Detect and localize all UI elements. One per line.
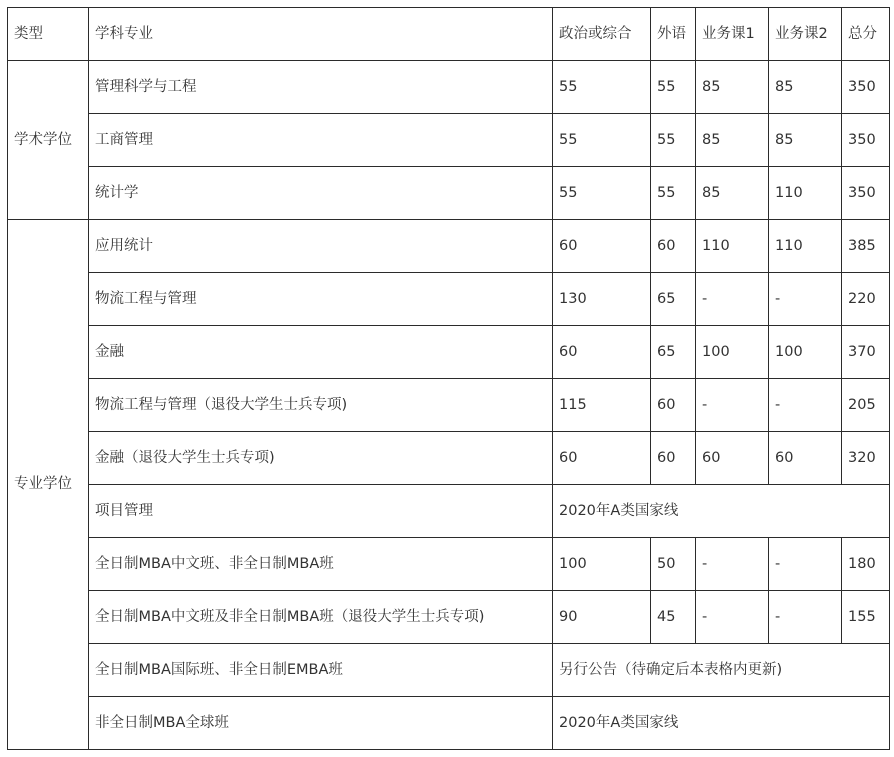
table-row	[8, 273, 890, 326]
cell-course2: 85	[769, 114, 842, 167]
cell-total: 220	[842, 273, 890, 326]
cell-foreign: 60	[651, 220, 696, 273]
cell-total: 370	[842, 326, 890, 379]
cell-course2: -	[769, 273, 842, 326]
cell-course2: 100	[769, 326, 842, 379]
cell-course2: -	[769, 538, 842, 591]
cell-foreign: 60	[651, 379, 696, 432]
table-row	[8, 220, 890, 273]
header-course1: 业务课1	[696, 8, 769, 61]
cell-course2: 110	[769, 220, 842, 273]
cell-total: 350	[842, 61, 890, 114]
table-row	[8, 485, 890, 538]
table-row	[8, 432, 890, 485]
header-foreign: 外语	[651, 8, 696, 61]
header-major: 学科专业	[89, 8, 553, 61]
cell-major: 金融	[89, 326, 553, 379]
cell-course2: 110	[769, 167, 842, 220]
cell-foreign: 55	[651, 114, 696, 167]
cell-course1: 85	[696, 114, 769, 167]
cell-foreign: 50	[651, 538, 696, 591]
cell-major: 工商管理	[89, 114, 553, 167]
cell-major: 金融（退役大学生士兵专项)	[89, 432, 553, 485]
cell-major: 全日制MBA国际班、非全日制EMBA班	[89, 644, 553, 697]
cell-course2: 60	[769, 432, 842, 485]
cell-politics: 130	[553, 273, 651, 326]
table-row	[8, 644, 890, 697]
table-row	[8, 538, 890, 591]
cell-politics: 55	[553, 167, 651, 220]
cell-course1: 85	[696, 167, 769, 220]
cell-note: 2020年A类国家线	[553, 485, 890, 538]
header-course2: 业务课2	[769, 8, 842, 61]
cell-course1: -	[696, 591, 769, 644]
cell-total: 205	[842, 379, 890, 432]
cell-course1: 60	[696, 432, 769, 485]
header-total: 总分	[842, 8, 890, 61]
header-type: 类型	[8, 8, 89, 61]
cell-major: 统计学	[89, 167, 553, 220]
table-header-row	[8, 8, 890, 61]
table-row	[8, 697, 890, 750]
cell-foreign: 65	[651, 273, 696, 326]
table-row	[8, 591, 890, 644]
cell-course1: 110	[696, 220, 769, 273]
cell-total: 385	[842, 220, 890, 273]
cell-politics: 90	[553, 591, 651, 644]
cell-note: 2020年A类国家线	[553, 697, 890, 750]
cell-note: 另行公告（待确定后本表格内更新)	[553, 644, 890, 697]
cell-total: 350	[842, 114, 890, 167]
cell-politics: 55	[553, 114, 651, 167]
table-row	[8, 326, 890, 379]
cell-total: 350	[842, 167, 890, 220]
cell-major: 全日制MBA中文班及非全日制MBA班（退役大学生士兵专项)	[89, 591, 553, 644]
cell-foreign: 65	[651, 326, 696, 379]
cell-total: 155	[842, 591, 890, 644]
cell-politics: 100	[553, 538, 651, 591]
table-row	[8, 61, 890, 114]
cell-politics: 115	[553, 379, 651, 432]
cell-politics: 60	[553, 220, 651, 273]
cell-total: 320	[842, 432, 890, 485]
cell-foreign: 55	[651, 167, 696, 220]
cell-course2: 85	[769, 61, 842, 114]
cell-course1: -	[696, 538, 769, 591]
cell-politics: 60	[553, 326, 651, 379]
table-row	[8, 167, 890, 220]
cell-major: 管理科学与工程	[89, 61, 553, 114]
cell-foreign: 55	[651, 61, 696, 114]
cell-major: 项目管理	[89, 485, 553, 538]
score-table	[7, 7, 890, 750]
cell-course2: -	[769, 379, 842, 432]
cell-foreign: 60	[651, 432, 696, 485]
cell-major: 应用统计	[89, 220, 553, 273]
cell-major: 非全日制MBA全球班	[89, 697, 553, 750]
cell-course1: 85	[696, 61, 769, 114]
table-row	[8, 114, 890, 167]
header-politics: 政治或综合	[553, 8, 651, 61]
cell-total: 180	[842, 538, 890, 591]
table-row	[8, 379, 890, 432]
cell-course2: -	[769, 591, 842, 644]
cell-course1: -	[696, 379, 769, 432]
cell-politics: 60	[553, 432, 651, 485]
cell-major: 全日制MBA中文班、非全日制MBA班	[89, 538, 553, 591]
cell-major: 物流工程与管理	[89, 273, 553, 326]
cell-major: 物流工程与管理（退役大学生士兵专项)	[89, 379, 553, 432]
cell-course1: 100	[696, 326, 769, 379]
group-academic: 学术学位	[8, 61, 89, 220]
group-professional: 专业学位	[8, 220, 89, 750]
cell-foreign: 45	[651, 591, 696, 644]
cell-politics: 55	[553, 61, 651, 114]
cell-course1: -	[696, 273, 769, 326]
